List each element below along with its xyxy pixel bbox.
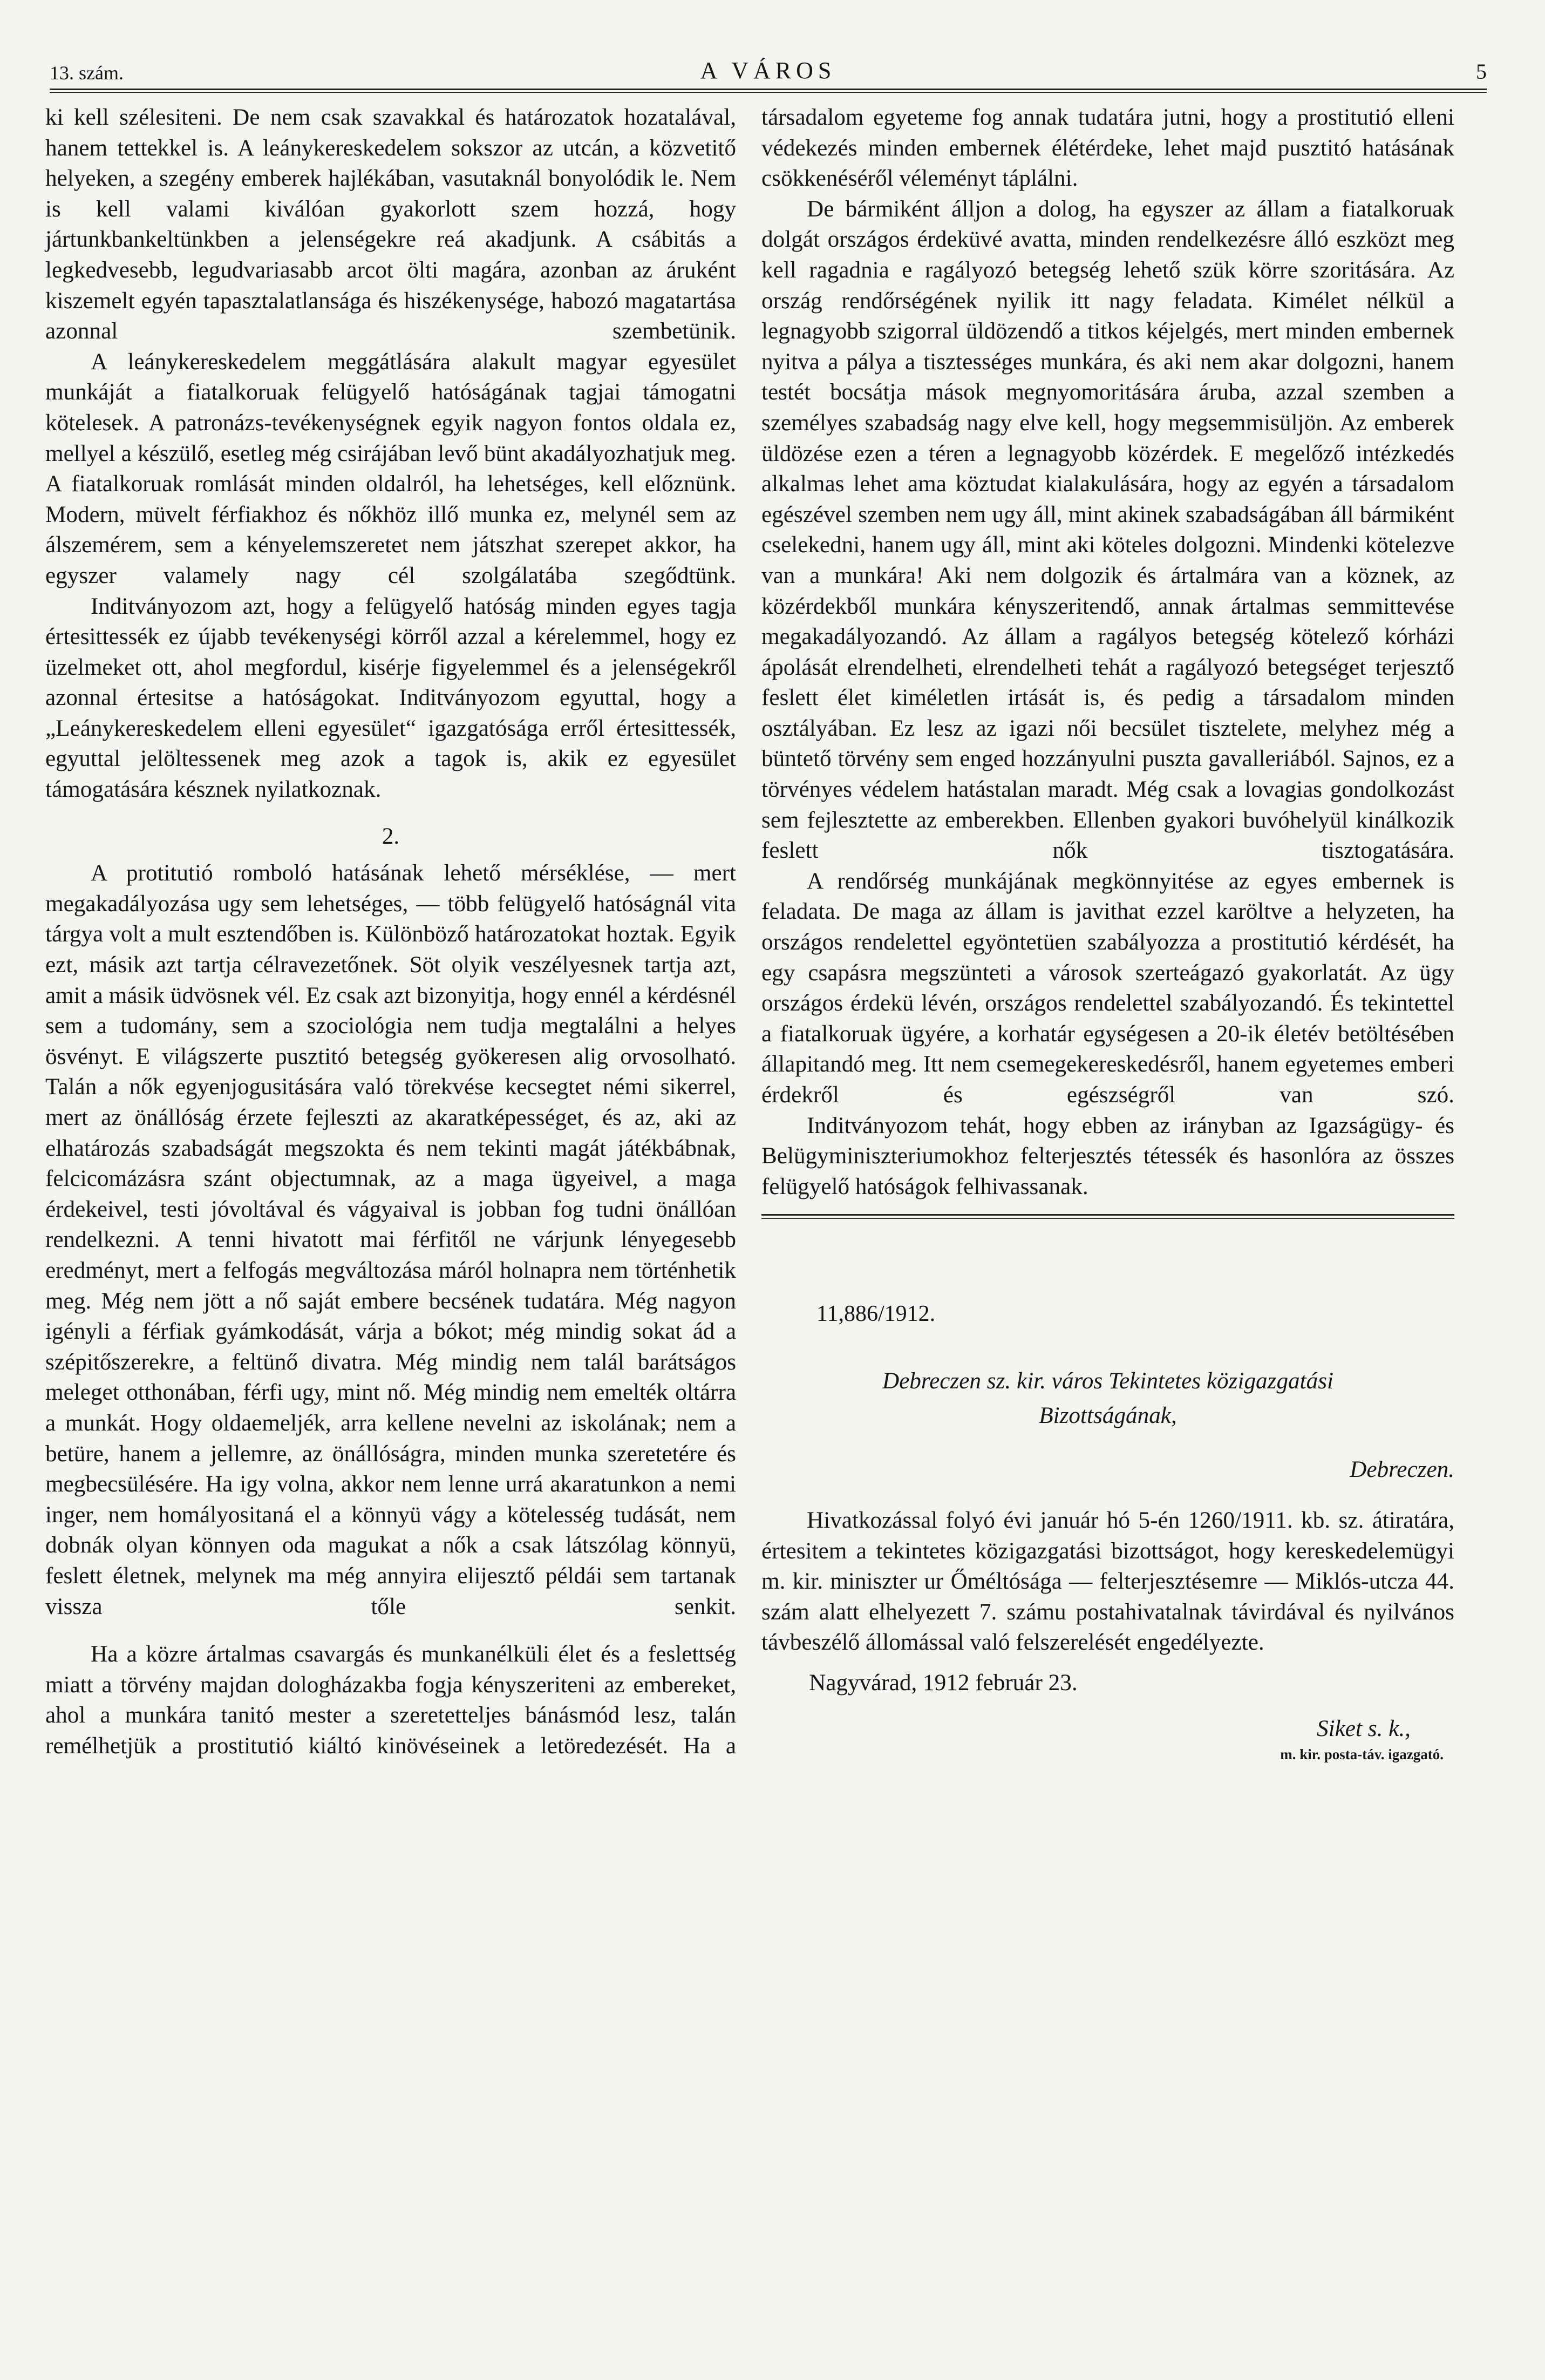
paragraph: A rendőrség munkájának megkönnyitése az egyes embernek is feladata. De maga az állam is javithat ezzel karöltve a helyzeten, ha országos rendelettel egyöntetüen szabályozza a prostitutió kérdését, ha egy csapásra megszünteti a városok szerteágazó gyakorlatát. Az ügy országos érdekü lévén, országos rendelettel szabályozandó. És tekintettel a fiatalkoruak ügyére, a korhatár egységesen a 20-ik életév betöltésében állapitandó meg. Itt nem csemegekereskedésről, hanem egyetemes emberi érdekről és egészségről van szó. bbox=[761, 868, 1454, 1108]
notice-date: Nagyvárad, 1912 február 23. bbox=[809, 1670, 1078, 1696]
reference-number: 11,886/1912. bbox=[816, 1301, 936, 1327]
section-number: 2. bbox=[382, 823, 400, 849]
signature-name: Siket s. k., bbox=[1317, 1716, 1411, 1741]
journal-title: A VÁROS bbox=[700, 57, 836, 84]
paragraph: De bármiként álljon a dolog, ha egyszer az állam a fiatalkoruak dolgát országos érdeküvé avatta, minden rendelkezésre álló eszközt meg kell ragadnia e ragályozó betegség lehető szük körre szoritására. Az ország rendőrségének nyilik itt nagy feladata. Kimélet nélkül a legnagyobb szigorral üldözendő a titkos kéjelgés, mert minden embernek nyitva a pálya a tisztességes munkára, és aki nem akar dolgozni, hanem testét bocsátja mások megnyomoritására áruba, azzal szemben a személyes szabadság nagy elve kell, hogy megsemmisüljön. Az emberek üldözése ezen a téren a legnagyobb közérdek. E megelőző intézkedés alkalmas lehet ama köztudat kialakulására, hogy az egyén a társadalom egészével szemben nem ugy áll, mint akinek szabadságában áll bármiként cselekedni, hanem ugy áll, mint aki köteles dolgozni. Mindenki kötelezve van a munkára! Aki nem dolgozik és ártalmára van a köznek, az közérdekből munkára kényszeritendő, annak ártalmas semmittevése megakadályozandó. Az állam a ragályos betegség kötelező kórházi ápolását elrendelheti, elrendelheti tehát a ragályozó betegséget terjesztő feslett élet kiméletlen irtását is, és pedig a társadalom minden osztályában. Ez lesz az igazi női becsület tisztelete, melyhez még a büntető törvény sem enged hozzányulni puszta gavalleriából. Sajnos, ez a törvényes védelem hatástalan maradt. Még csak a lovagias gondolkozást sem fejlesztette az emberekben. Ellenben gyakori buvóhelyül kinálkozik feslett nők tisztogatására. bbox=[761, 196, 1454, 864]
signature-title: m. kir. posta-táv. igazgató. bbox=[1280, 1746, 1444, 1763]
header-rule-thin bbox=[50, 92, 1487, 93]
addressee-place: Debreczen. bbox=[1350, 1456, 1454, 1482]
paragraph: A leánykereskedelem meggátlására alakult magyar egyesület munkáját a fiatalkoruak felügyelő hatóságának tagjai támogatni kötelesek. A patronázs-tevékenységnek egyik nagyon fontos oldala ez, mellyel a készülő, esetleg még csirájában levő bünt akadályozhatjuk meg. A fiatalkoruak romlását minden oldalról, ha lehetséges, kell előznünk. Modern, müvelt férfiakhoz és nőkhöz illő munka ez, melynél sem az álszemérem, sem a kényelemszeretet nem játszhat szerepet akkor, ha egyszer valamely nagy cél szolgálatába szegődtünk. bbox=[45, 349, 736, 588]
paragraph: Inditványozom tehát, hogy ebben az irányban az Igazságügy- és Belügyminiszteriumokhoz felterjesztés tétessék és hasonlóra az összes felügyelő hatóságok felhivassanak. bbox=[761, 1113, 1454, 1199]
left-column bbox=[45, 103, 736, 1761]
notice-body: Hivatkozással folyó évi január hó 5-én 1260/1911. kb. sz. átiratára, értesitem a tekintetes közigazgatási bizottságot, hogy kereskedelemügyi m. kir. miniszter ur Őméltósága — felterjesztésemre — Miklós-utcza 44. szám alatt elhelyezett 7. számu postahivatalnak távirdával és nyilvános távbeszélő állomással való felszerelését engedélyezte. bbox=[761, 1507, 1454, 1656]
section-divider-thin bbox=[761, 1218, 1454, 1219]
paragraph: társadalom egyeteme fog annak tudatára jutni, hogy a prostitutió elleni védekezés minden embernek élétérdeke, lehet majd pusztitó hatásának csökkenéséről véleményt táplálni. bbox=[761, 105, 1454, 192]
paragraph: A protitutió romboló hatásának lehető mérséklése, — mert megakadályozása ugy sem lehetséges, — több felügyelő hatóságnál vita tárgya volt a mult esztendőben is. Különböző határozatokat hoztak. Egyik ezt, másik azt tartja célravezetőnek. Söt olyik veszélyesnek tartja azt, amit a másik üdvösnek vél. Ez csak azt bizonyitja, hogy ennél a kérdésnél sem a tudomány, sem a szociológia nem tudja megtalálni a helyes ösvényt. E világszerte pusztitó betegség gyökeresen alig orvosolható. Talán a nők egyenjogusitására való törekvése kecsegtet némi sikerrel, mert az önállóság érzete fejleszti az akaratképességet, és az, aki az elhatározás szabadságát megszokta és nem tekinti magát játékbábnak, felcicomázásra szánt objectumnak, az a maga ügyeivel, a maga érdekeivel, testi jóvoltával és vágyaival is jobban fog tudni önállóan rendelkezni. A tenni hivatott mai férfitől ne várjunk lényegesebb eredményt, mert a felfogás megváltozása máról holnapra nem történhetik meg. Még nem jött a nő saját embere becsének tudatára. Még nagyon igényli a férfiak gyámkodását, várja a bókot; még mindig sokat ád a szépitőszerekre, a feltünő divatra. Még mindig nem talál barátságos meleget otthonában, férfi ugy, mint nő. Még mindig nem emelték oltárra a munkát. Hogy oldaemeljék, arra kellene nevelni az iskolának; nem a betüre, hanem a jellemre, az önállóságra, minden munka szeretetére és megbecsülésére. Ha igy volna, akkor nem lenne urrá akaratunkon a nemi inger, nem homályositaná el a könnyü vágy a kötelesség tudását, nem dobnák olyan könnyen oda magukat a nők a csak látszólag könnyü, feslett életnek, melynek ma még annyira elijesztő példái sem tartanak vissza tőle senkit. bbox=[45, 860, 736, 1619]
notice-addressee bbox=[761, 1364, 1454, 1487]
page-header bbox=[50, 54, 1487, 87]
right-column bbox=[761, 103, 1454, 1765]
paragraph: ki kell szélesiteni. De nem csak szavakkal és határozatok hozatalával, hanem tettekkel is. A leánykereskedelem sokszor az utcán, a közvetitő helyeken, a szegény emberek hajlékában, vasutaknál bonyolódik le. Nem is kell valami kiválóan gyakorlott szem hozzá, hogy jártunkbankeltünkben a jelenségekre reá akadjunk. A csábitás a legkedvesebb, legudvariasabb arcot ölti magára, azonban az áruként kiszemelt egyén tapasztalatlansága és hiszékenysége, habozó magatartása azonnal szembetünik. bbox=[45, 105, 736, 344]
signature bbox=[761, 1714, 1454, 1745]
header-rule bbox=[50, 89, 1487, 90]
section-divider bbox=[761, 1214, 1454, 1216]
issue-number: 13. szám. bbox=[50, 62, 124, 84]
addressee-line: Bizottságának, bbox=[1039, 1402, 1177, 1428]
page-number: 5 bbox=[1476, 59, 1487, 84]
addressee-line: Debreczen sz. kir. város Tekintetes közigazgatási bbox=[882, 1368, 1334, 1394]
paragraph: Ha a közre ártalmas csavargás és munkanélküli élet és a feslettség miatt a törvény majdan dologházakba fogja kényszeriteni az embereket, ahol a munkára tanitó mester a szeretetteljes bánásmód lesz, talán remélhetjük a prostitutió kiáltó kinövéseinek a letöredezését. Ha a bbox=[45, 1642, 736, 1759]
paragraph: Inditványozom azt, hogy a felügyelő hatóság minden egyes tagja értesittessék ez újabb tevékenységi körről azzal a kérelemmel, hogy ez üzelmeket ott, ahol megfordul, kisérje figyelemmel és a jelenségekről azonnal értesitse a hatóságokat. Inditványozom egyuttal, hogy a „Leánykereskedelem elleni egyesület“ igazgatósága erről értesittessék, egyuttal jelöltessenek meg azok a tagok is, akik ez egyesület támogatására késznek nyilatkoznak. bbox=[45, 593, 736, 803]
